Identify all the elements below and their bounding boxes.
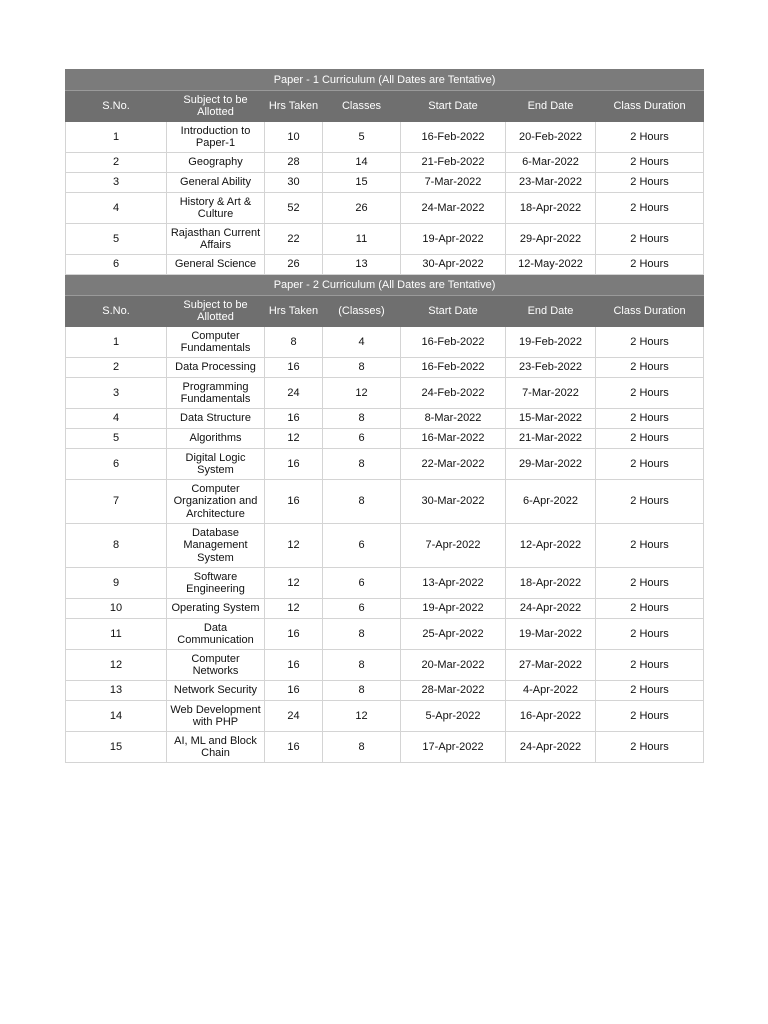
subject-cell: History & Art & Culture — [167, 193, 265, 224]
classes-cell: 8 — [323, 650, 401, 681]
subject-cell: Rajasthan Current Affairs — [167, 224, 265, 255]
hrs-taken-cell: 16 — [265, 480, 323, 524]
sno-cell: 3 — [66, 378, 167, 409]
paper1-title: Paper - 1 Curriculum (All Dates are Tentative) — [66, 70, 704, 91]
subject-cell: Web Development with PHP — [167, 701, 265, 732]
curriculum-table-body — [66, 70, 704, 763]
sno-cell: 1 — [66, 122, 167, 153]
sno-cell: 7 — [66, 480, 167, 524]
curriculum-sheet — [65, 69, 703, 763]
start-date-cell: 7-Apr-2022 — [401, 524, 506, 568]
class-duration-cell: 2 Hours — [596, 409, 704, 429]
subject-header: Subject to be Allotted — [167, 296, 265, 327]
table-row — [66, 409, 704, 429]
classes-cell: 15 — [323, 173, 401, 193]
classes-cell: 4 — [323, 327, 401, 358]
start-date-cell: 20-Mar-2022 — [401, 650, 506, 681]
classes-cell: 8 — [323, 358, 401, 378]
table-row — [66, 568, 704, 599]
paper1-header-row — [66, 91, 704, 122]
classes-cell: 13 — [323, 255, 401, 275]
end-date-cell: 20-Feb-2022 — [506, 122, 596, 153]
class-duration-cell: 2 Hours — [596, 732, 704, 763]
sno-cell: 14 — [66, 701, 167, 732]
hrs-taken-cell: 16 — [265, 409, 323, 429]
paper2-title: Paper - 2 Curriculum (All Dates are Tentative) — [66, 275, 704, 296]
subject-cell: General Ability — [167, 173, 265, 193]
table-row — [66, 681, 704, 701]
classes-cell: 6 — [323, 568, 401, 599]
sno-cell: 1 — [66, 327, 167, 358]
start-date-cell: 28-Mar-2022 — [401, 681, 506, 701]
class-duration-header: Class Duration — [596, 91, 704, 122]
table-row — [66, 524, 704, 568]
class-duration-cell: 2 Hours — [596, 255, 704, 275]
subject-cell: Operating System — [167, 599, 265, 619]
hrs-taken-cell: 12 — [265, 568, 323, 599]
table-row — [66, 193, 704, 224]
class-duration-cell: 2 Hours — [596, 480, 704, 524]
table-row — [66, 358, 704, 378]
end-date-cell: 19-Mar-2022 — [506, 619, 596, 650]
subject-cell: General Science — [167, 255, 265, 275]
start-date-cell: 8-Mar-2022 — [401, 409, 506, 429]
subject-cell: Data Structure — [167, 409, 265, 429]
start-date-cell: 24-Mar-2022 — [401, 193, 506, 224]
start-date-cell: 25-Apr-2022 — [401, 619, 506, 650]
hrs-taken-cell: 28 — [265, 153, 323, 173]
hrs-taken-cell: 22 — [265, 224, 323, 255]
table-row — [66, 650, 704, 681]
sno-cell: 6 — [66, 255, 167, 275]
classes-cell: 12 — [323, 378, 401, 409]
table-row — [66, 449, 704, 480]
sno-cell: 12 — [66, 650, 167, 681]
table-row — [66, 255, 704, 275]
class-duration-cell: 2 Hours — [596, 568, 704, 599]
sno-cell: 8 — [66, 524, 167, 568]
class-duration-cell: 2 Hours — [596, 701, 704, 732]
hrs-taken-cell: 16 — [265, 358, 323, 378]
curriculum-table — [65, 69, 704, 763]
start-date-header: Start Date — [401, 91, 506, 122]
end-date-cell: 18-Apr-2022 — [506, 193, 596, 224]
sno-cell: 6 — [66, 449, 167, 480]
end-date-cell: 12-May-2022 — [506, 255, 596, 275]
table-row — [66, 701, 704, 732]
start-date-cell: 16-Feb-2022 — [401, 358, 506, 378]
class-duration-cell: 2 Hours — [596, 122, 704, 153]
hrs-taken-cell: 8 — [265, 327, 323, 358]
end-date-cell: 16-Apr-2022 — [506, 701, 596, 732]
sno-header: S.No. — [66, 296, 167, 327]
end-date-cell: 24-Apr-2022 — [506, 599, 596, 619]
sno-cell: 11 — [66, 619, 167, 650]
subject-header: Subject to be Allotted — [167, 91, 265, 122]
end-date-cell: 21-Mar-2022 — [506, 429, 596, 449]
start-date-cell: 17-Apr-2022 — [401, 732, 506, 763]
sno-cell: 5 — [66, 429, 167, 449]
start-date-cell: 19-Apr-2022 — [401, 224, 506, 255]
classes-cell: 6 — [323, 599, 401, 619]
end-date-cell: 29-Apr-2022 — [506, 224, 596, 255]
sno-header: S.No. — [66, 91, 167, 122]
start-date-cell: 5-Apr-2022 — [401, 701, 506, 732]
classes-cell: 11 — [323, 224, 401, 255]
class-duration-cell: 2 Hours — [596, 524, 704, 568]
classes-cell: 8 — [323, 732, 401, 763]
table-row — [66, 327, 704, 358]
class-duration-cell: 2 Hours — [596, 429, 704, 449]
paper2-header-row — [66, 296, 704, 327]
start-date-cell: 22-Mar-2022 — [401, 449, 506, 480]
end-date-cell: 15-Mar-2022 — [506, 409, 596, 429]
class-duration-cell: 2 Hours — [596, 224, 704, 255]
class-duration-cell: 2 Hours — [596, 173, 704, 193]
start-date-cell: 16-Feb-2022 — [401, 122, 506, 153]
classes-header: Classes — [323, 91, 401, 122]
sno-cell: 10 — [66, 599, 167, 619]
paper1-title-row — [66, 70, 704, 91]
paper2-title-row — [66, 275, 704, 296]
subject-cell: Geography — [167, 153, 265, 173]
class-duration-cell: 2 Hours — [596, 599, 704, 619]
end-date-cell: 27-Mar-2022 — [506, 650, 596, 681]
start-date-cell: 24-Feb-2022 — [401, 378, 506, 409]
subject-cell: Digital Logic System — [167, 449, 265, 480]
class-duration-cell: 2 Hours — [596, 193, 704, 224]
end-date-cell: 29-Mar-2022 — [506, 449, 596, 480]
end-date-header: End Date — [506, 91, 596, 122]
hrs-taken-cell: 16 — [265, 732, 323, 763]
subject-cell: Data Processing — [167, 358, 265, 378]
start-date-cell: 30-Mar-2022 — [401, 480, 506, 524]
subject-cell: AI, ML and Block Chain — [167, 732, 265, 763]
subject-cell: Computer Organization and Architecture — [167, 480, 265, 524]
hrs-taken-cell: 16 — [265, 650, 323, 681]
sno-cell: 9 — [66, 568, 167, 599]
sno-cell: 3 — [66, 173, 167, 193]
table-row — [66, 732, 704, 763]
hrs-taken-cell: 52 — [265, 193, 323, 224]
subject-cell: Computer Networks — [167, 650, 265, 681]
classes-cell: 6 — [323, 524, 401, 568]
class-duration-cell: 2 Hours — [596, 327, 704, 358]
subject-cell: Computer Fundamentals — [167, 327, 265, 358]
table-row — [66, 619, 704, 650]
class-duration-cell: 2 Hours — [596, 153, 704, 173]
hrs-taken-cell: 16 — [265, 619, 323, 650]
end-date-cell: 6-Mar-2022 — [506, 153, 596, 173]
table-row — [66, 173, 704, 193]
sno-cell: 15 — [66, 732, 167, 763]
table-row — [66, 122, 704, 153]
class-duration-cell: 2 Hours — [596, 378, 704, 409]
class-duration-cell: 2 Hours — [596, 681, 704, 701]
hrs-taken-cell: 16 — [265, 681, 323, 701]
end-date-cell: 4-Apr-2022 — [506, 681, 596, 701]
hrs-taken-cell: 24 — [265, 701, 323, 732]
subject-cell: Software Engineering — [167, 568, 265, 599]
hrs-taken-header: Hrs Taken — [265, 296, 323, 327]
hrs-taken-cell: 12 — [265, 524, 323, 568]
table-row — [66, 599, 704, 619]
hrs-taken-cell: 16 — [265, 449, 323, 480]
start-date-cell: 30-Apr-2022 — [401, 255, 506, 275]
sno-cell: 4 — [66, 193, 167, 224]
hrs-taken-cell: 12 — [265, 599, 323, 619]
hrs-taken-cell: 30 — [265, 173, 323, 193]
sno-cell: 5 — [66, 224, 167, 255]
start-date-cell: 21-Feb-2022 — [401, 153, 506, 173]
table-row — [66, 224, 704, 255]
classes-cell: 8 — [323, 480, 401, 524]
subject-cell: Data Communication — [167, 619, 265, 650]
table-row — [66, 429, 704, 449]
end-date-header: End Date — [506, 296, 596, 327]
classes-cell: 14 — [323, 153, 401, 173]
end-date-cell: 18-Apr-2022 — [506, 568, 596, 599]
subject-cell: Database Management System — [167, 524, 265, 568]
hrs-taken-cell: 10 — [265, 122, 323, 153]
class-duration-cell: 2 Hours — [596, 449, 704, 480]
subject-cell: Algorithms — [167, 429, 265, 449]
classes-cell: 8 — [323, 449, 401, 480]
start-date-cell: 19-Apr-2022 — [401, 599, 506, 619]
start-date-cell: 16-Mar-2022 — [401, 429, 506, 449]
classes-cell: 8 — [323, 409, 401, 429]
sno-cell: 13 — [66, 681, 167, 701]
start-date-header: Start Date — [401, 296, 506, 327]
start-date-cell: 16-Feb-2022 — [401, 327, 506, 358]
subject-cell: Introduction to Paper-1 — [167, 122, 265, 153]
end-date-cell: 6-Apr-2022 — [506, 480, 596, 524]
table-row — [66, 153, 704, 173]
table-row — [66, 378, 704, 409]
sno-cell: 4 — [66, 409, 167, 429]
class-duration-header: Class Duration — [596, 296, 704, 327]
start-date-cell: 7-Mar-2022 — [401, 173, 506, 193]
end-date-cell: 7-Mar-2022 — [506, 378, 596, 409]
class-duration-cell: 2 Hours — [596, 650, 704, 681]
start-date-cell: 13-Apr-2022 — [401, 568, 506, 599]
class-duration-cell: 2 Hours — [596, 619, 704, 650]
end-date-cell: 24-Apr-2022 — [506, 732, 596, 763]
classes-header: (Classes) — [323, 296, 401, 327]
classes-cell: 12 — [323, 701, 401, 732]
sno-cell: 2 — [66, 153, 167, 173]
hrs-taken-header: Hrs Taken — [265, 91, 323, 122]
table-row — [66, 480, 704, 524]
sno-cell: 2 — [66, 358, 167, 378]
subject-cell: Programming Fundamentals — [167, 378, 265, 409]
subject-cell: Network Security — [167, 681, 265, 701]
classes-cell: 8 — [323, 681, 401, 701]
hrs-taken-cell: 26 — [265, 255, 323, 275]
classes-cell: 6 — [323, 429, 401, 449]
end-date-cell: 23-Feb-2022 — [506, 358, 596, 378]
end-date-cell: 23-Mar-2022 — [506, 173, 596, 193]
classes-cell: 8 — [323, 619, 401, 650]
hrs-taken-cell: 12 — [265, 429, 323, 449]
end-date-cell: 12-Apr-2022 — [506, 524, 596, 568]
class-duration-cell: 2 Hours — [596, 358, 704, 378]
hrs-taken-cell: 24 — [265, 378, 323, 409]
classes-cell: 5 — [323, 122, 401, 153]
end-date-cell: 19-Feb-2022 — [506, 327, 596, 358]
classes-cell: 26 — [323, 193, 401, 224]
